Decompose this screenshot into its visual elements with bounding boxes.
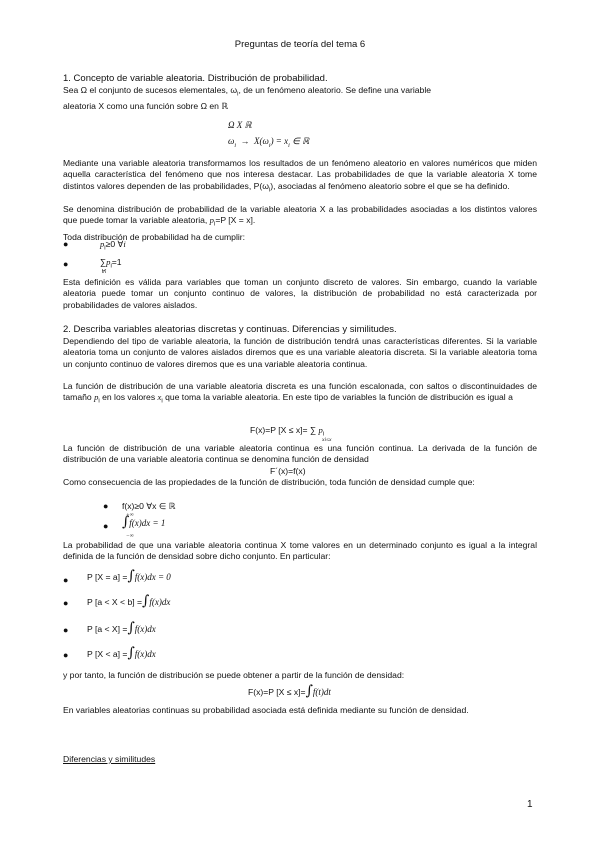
bullet-4: ●: [103, 521, 109, 531]
section-1-title-text: 1. Concepto de variable aleatoria. Distribución de probabilidad.: [63, 73, 328, 84]
section-2-paragraph-3: La función de distribución de una variable aleatoria continua es una función continua. La derivada de la función de distribución de una variable aleatoria continua se denomina función de densidad: [63, 443, 537, 465]
bullet-3: ●: [103, 501, 109, 511]
page-header: Preguntas de teoría del tema 6: [234, 39, 366, 50]
section-1-paragraph-5: Esta definición es válida para variables que toman un conjunto discreto de valores. Sin embargo, cuando la variable aleatoria puede tomar un conjunto continuo de valores, la distribución de probabilidad no está caracterizada por probabilidades de valores aislados.: [63, 277, 537, 310]
probability-greater: P [a < X] =∫f(x)dx: [87, 620, 156, 636]
bullet-8: ●: [63, 650, 69, 660]
section-3-title: Diferencias y similitudes: [63, 754, 156, 764]
section-2-title: 2. Describa variables aleatorias discretas y continuas. Diferencias y similitudes.: [63, 324, 397, 335]
formula-density: F´(x)=f(x): [270, 466, 306, 476]
bullet-5: ●: [63, 575, 69, 585]
section-2-paragraph-5: La probabilidad de que una variable aleatoria continua X tome valores en un determinado conjunto es igual a la integral definida de la función de densidad sobre dicho conjunto. En particular:: [63, 540, 537, 562]
probability-between: P [a < X < b] =∫f(x)dx: [87, 593, 171, 609]
condition-2: $\sum p_i=1$: [100, 257, 122, 270]
probability-equal: P [X = a] =∫f(x)dx = 0: [87, 568, 171, 584]
section-1-paragraph-1: Sea Ω el conjunto de sucesos elementales, $\omega_i$, de un fenómeno aleatorio. Se define una variable aleatoria X como una función sobre Ω en ℝ: [63, 85, 432, 112]
upper-limit: +∞: [126, 512, 134, 518]
mapping-line-2: $\omega_i \to X(\omega_i) = x_i$ ∈ ℝ: [228, 136, 310, 149]
sum-index-xi: xi≤x: [322, 437, 332, 443]
condition-1: $p_i\ge 0$ ∀i: [100, 239, 126, 252]
probability-less: P [X < a] =∫f(x)dx: [87, 645, 156, 661]
bullet-1: ●: [63, 239, 69, 249]
sum-index: ∀i: [101, 269, 107, 275]
lower-limit: −∞: [126, 533, 134, 539]
page-number: 1: [527, 799, 533, 810]
bullet-2: ●: [63, 259, 69, 269]
section-1-paragraph-3: Se denomina distribución de probabilidad de la variable aleatoria X a las probabilidades asociadas a los distintos valores que puede tomar la variable aleatoria, $p_i=P$ [X = x]. Toda distribución de probabilidad ha de cumplir:: [63, 204, 537, 242]
section-1-title: [63, 73, 537, 84]
bullet-7: ●: [63, 625, 69, 635]
section-2-paragraph-1: Dependiendo del tipo de variable aleatoria, la función de distribución tendrá unas características diferentes. Si la variable aleatoria toma un conjunto de valores aislados diremos que es una variable aleatoria discreta. Si la variable aleatoria toma un conjunto continuo de valores diremos que es una variable aleatoria continua.: [63, 336, 537, 369]
formula-distribution-continuous: F(x)=P [X ≤ x]=∫f(t)dt: [248, 683, 331, 699]
bullet-6: ●: [63, 598, 69, 608]
section-1-paragraph-2: Mediante una variable aleatoria transformamos los resultados de un fenómeno aleatorio en valores numéricos que miden aquella característica del fenómeno que nos interesa destacar. Las probabilidades de que la variable aleatoria X tome distintos valores dependen de las probabilidades, $P(\omega_i)$, asociadas al fenómeno aleatorio sobre el que se ha definido.: [63, 158, 537, 194]
density-property-1: f(x)≥0 ∀x ∈ ℝ: [122, 501, 176, 511]
section-2-paragraph-7: En variables aleatorias continuas su probabilidad asociada está definida mediante su función de densidad.: [63, 705, 469, 715]
mapping-line-1: Ω X ℝ: [228, 120, 252, 130]
density-property-2: ∫f(x)dx = 1: [122, 514, 166, 530]
section-2-paragraph-4: Como consecuencia de las propiedades de la función de distribución, toda función de densidad cumple que:: [63, 477, 475, 487]
formula-distribution-discrete: F(x)=P [X ≤ x]= ∑ $p_i$: [250, 425, 325, 438]
section-2-paragraph-6: y por tanto, la función de distribución se puede obtener a partir de la función de densidad:: [63, 670, 405, 680]
section-2-paragraph-2: La función de distribución de una variable aleatoria discreta es una función escalonada, con saltos o discontinuidades de tamaño $p_i$ en los valores $x_i$ que toma la variable aleatoria. En este tipo de variables la función de distribución es igual a: [63, 381, 537, 406]
